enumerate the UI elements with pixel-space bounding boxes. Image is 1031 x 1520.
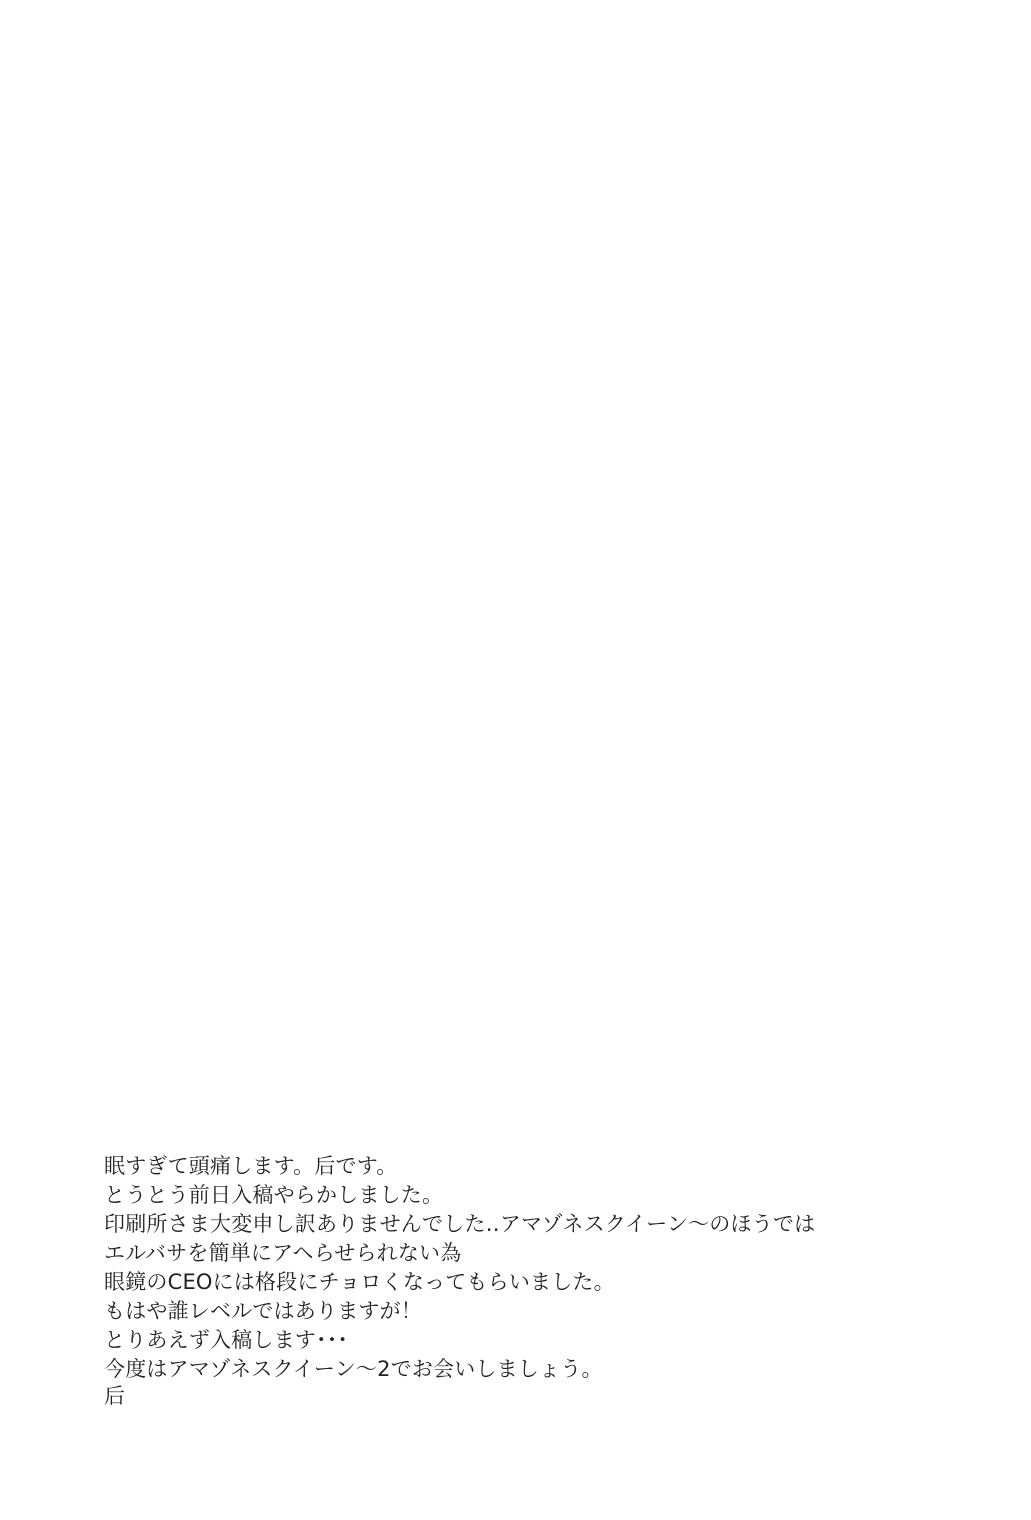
afterword-line-3: 印刷所さま大変申し訳ありませんでした‥アマゾネスクイーン〜のほうでは <box>104 1212 816 1236</box>
afterword-text-block <box>104 1152 984 1384</box>
afterword-line-4: エルバサを簡単にアヘらせられない為 <box>104 1241 462 1265</box>
afterword-line-1: 眠すぎて頭痛します。后です。 <box>104 1154 398 1178</box>
afterword-line-7: とりあえず入稿します･･･ <box>104 1328 349 1352</box>
afterword-line-8: 今度はアマゾネスクイーン〜2でお会いしましょう。 <box>104 1357 603 1381</box>
author-signature: 后 <box>104 1384 125 1408</box>
afterword-line-2: とうとう前日入稿やらかしました。 <box>104 1183 444 1207</box>
afterword-line-5: 眼鏡のCEOには格段にチョロくなってもらいました。 <box>104 1270 615 1294</box>
afterword-line-6: もはや誰レベルではありますが！ <box>104 1299 422 1323</box>
